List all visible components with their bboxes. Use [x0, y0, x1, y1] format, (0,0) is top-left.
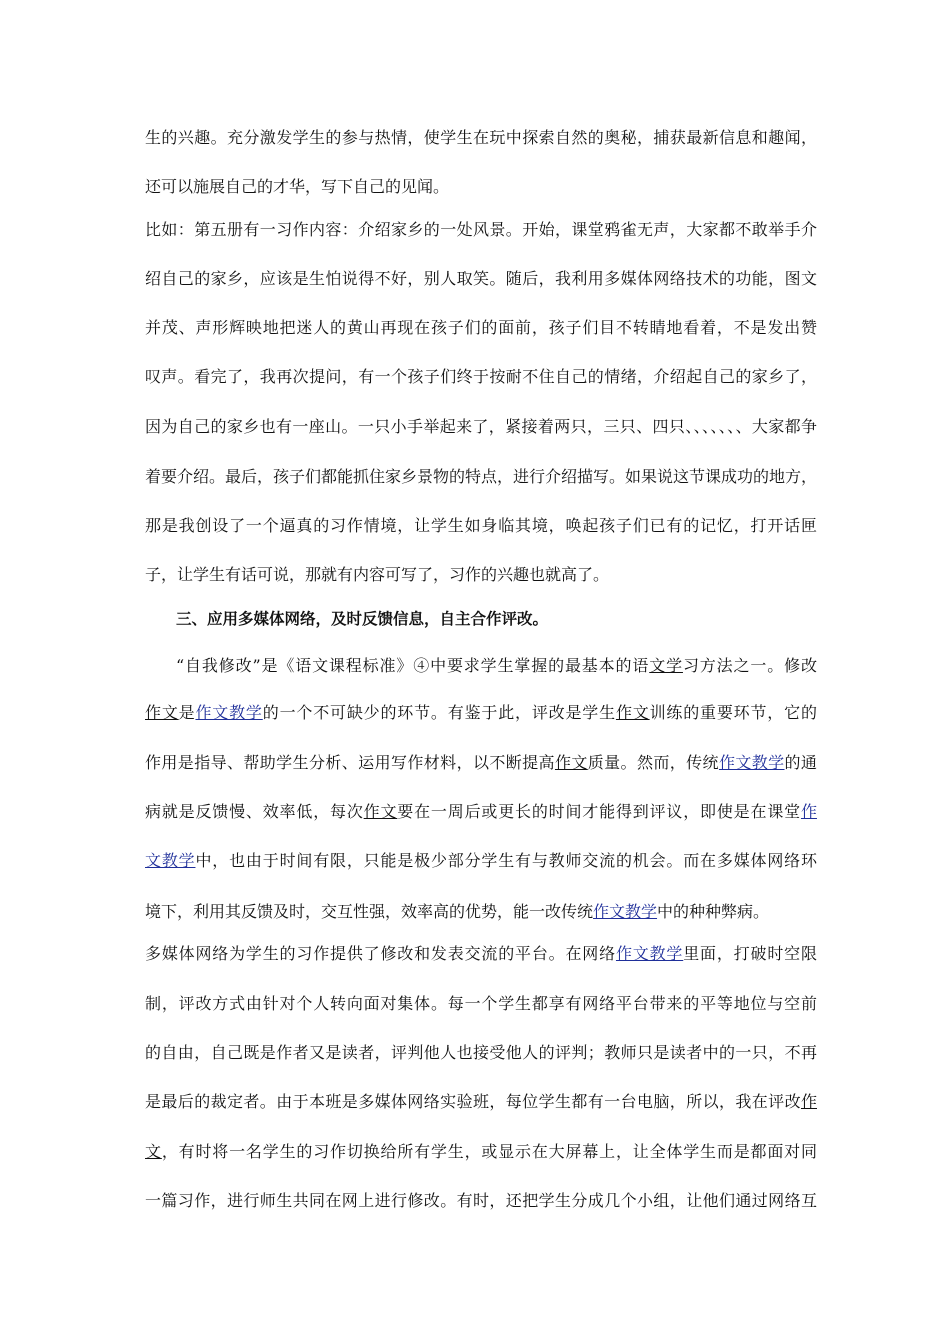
paragraph-line: 境下，利用其反馈及时，交互性强，效率高的优势，能一改传统作文教学中的种种弊病。	[145, 902, 770, 921]
paragraph-line: 制，评改方式由针对个人转向面对集体。每一个学生都享有网络平台带来的平等地位与空前	[145, 994, 817, 1013]
paragraph-line: 是最后的裁定者。由于本班是多媒体网络实验班，每位学生都有一台电脑，所以，我在评改作	[145, 1092, 817, 1111]
paragraph-line: 一篇习作，进行师生共同在网上进行修改。有时，还把学生分成几个小组，让他们通过网络互	[145, 1191, 817, 1210]
paragraph-line: 作用是指导、帮助学生分析、运用写作材料，以不断提高作文质量。然而，传统作文教学的通	[145, 753, 817, 772]
paragraph-line: 比如：第五册有一习作内容：介绍家乡的一处风景。开始，课堂鸦雀无声，大家都不敢举手介	[145, 220, 817, 239]
paragraph-line: 作文是作文教学的一个不可缺少的环节。有鉴于此，评改是学生作文训练的重要环节，它的	[145, 703, 817, 722]
underlined-term: 作文	[145, 703, 179, 722]
link-composition-teaching[interactable]: 作文教学	[593, 902, 658, 921]
underlined-term: 文	[145, 1142, 162, 1161]
underlined-term: 作文	[363, 802, 398, 821]
link-composition-teaching[interactable]: 文教学	[145, 851, 196, 870]
paragraph-line: 文，有时将一名学生的习作切换给所有学生，或显示在大屏幕上，让全体学生而是都面对同	[145, 1142, 817, 1161]
paragraph-line: “自我修改”是《语文课程标准》④中要求学生掌握的最基本的语文学习方法之一。修改	[176, 656, 817, 675]
link-composition-teaching[interactable]: 作文教学	[195, 703, 263, 722]
paragraph-line: 文教学中，也由于时间有限，只能是极少部分学生有与教师交流的机会。而在多媒体网络环	[145, 851, 817, 870]
paragraph-line: 并茂、声形辉映地把迷人的黄山再现在孩子们的面前，孩子们目不转睛地看着，不是发出赞	[145, 318, 817, 337]
underlined-term: 作文	[615, 703, 650, 722]
link-composition-teaching[interactable]: 作文教学	[718, 753, 785, 772]
paragraph-line: 病就是反馈慢、效率低，每次作文要在一周后或更长的时间才能得到评议，即使是在课堂作	[145, 802, 817, 821]
paragraph-line: 那是我创设了一个逼真的习作情境，让学生如身临其境，唤起孩子们已有的记忆，打开话匣	[145, 516, 817, 535]
paragraph-line: 子，让学生有话可说，那就有内容可写了，习作的兴趣也就高了。	[145, 565, 610, 584]
paragraph-line: 的自由，自己既是作者又是读者，评判他人也接受他人的评判；教师只是读者中的一只，不再	[145, 1043, 817, 1062]
paragraph-line: 绍自己的家乡，应该是生怕说得不好，别人取笑。随后，我利用多媒体网络技术的功能，图文	[145, 269, 817, 288]
paragraph-line: 还可以施展自己的才华，写下自己的见闻。	[145, 177, 450, 196]
paragraph-line: 因为自己的家乡也有一座山。一只小手举起来了，紧接着两只，三只、四只、、、、、、、大家都争	[145, 417, 817, 436]
underlined-term: 文学	[649, 656, 683, 675]
underlined-term: 作文	[554, 753, 588, 772]
paragraph-line: 多媒体网络为学生的习作提供了修改和发表交流的平台。在网络作文教学里面，打破时空限	[145, 944, 817, 963]
section-heading: 三、应用多媒体网络，及时反馈信息，自主合作评改。	[176, 610, 549, 628]
link-composition-teaching[interactable]: 作文教学	[615, 944, 684, 963]
paragraph-line: 生的兴趣。充分激发学生的参与热情，使学生在玩中探索自然的奥秘，捕获最新信息和趣闻，	[145, 128, 817, 147]
underlined-term: 作	[800, 1092, 817, 1111]
paragraph-line: 着要介绍。最后，孩子们都能抓住家乡景物的特点，进行介绍描写。如果说这节课成功的地方，	[145, 467, 818, 486]
link-composition-teaching[interactable]: 作	[800, 802, 817, 821]
paragraph-line: 叹声。看完了，我再次提问，有一个孩子们终于按耐不住自己的情绪，介绍起自己的家乡了，	[145, 367, 817, 386]
